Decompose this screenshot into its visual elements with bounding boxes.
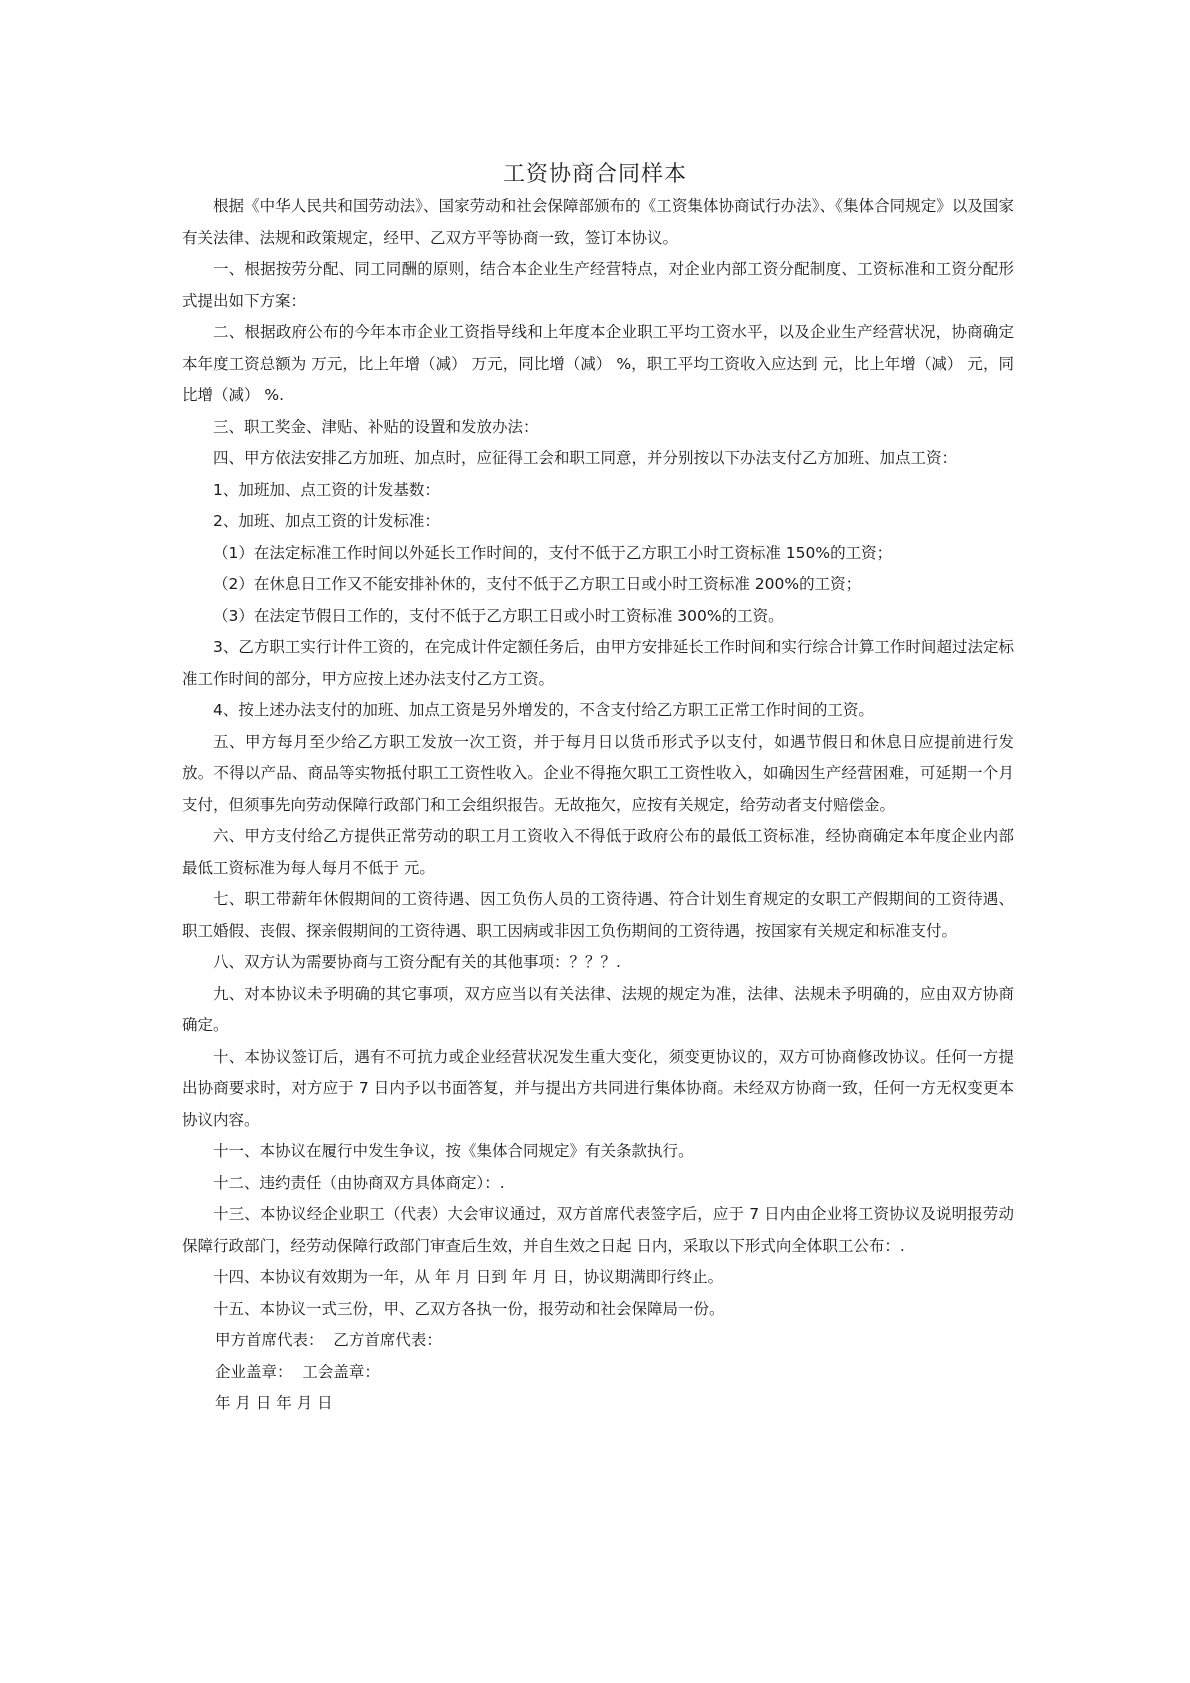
signature-dates: 年 月 日 年 月 日 <box>215 1394 333 1412</box>
paragraph-clause-4-item-2: 2、加班、加点工资的计发标准： <box>213 512 440 530</box>
paragraph-clause-15: 十五、本协议一式三份，甲、乙双方各执一份，报劳动和社会保障局一份。 <box>213 1299 725 1318</box>
paragraph-clause-11: 十一、本协议在履行中发生争议，按《集体合同规定》有关条款执行。 <box>213 1142 694 1160</box>
paragraph-clause-4: 四、甲方依法安排乙方加班、加点时，应征得工会和职工同意，并分别按以下办法支付乙方加班、加点工资： <box>213 449 958 467</box>
signature-representatives: 甲方首席代表： 乙方首席代表： <box>215 1331 442 1349</box>
paragraph-clause-4-item-1: 1、加班加、点工资的计发基数： <box>213 480 440 499</box>
paragraph-clause-6: 六、甲方支付给乙方提供正常劳动的职工月工资收入不得低于政府公布的最低工资标准，经协商确定本年度企业内部最低工资标准为每人每月不低于 元。 <box>182 827 1014 877</box>
paragraph-clause-4-item-4: 4、按上述办法支付的加班、加点工资是另外增发的，不含支付给乙方职工正常工作时间的工资。 <box>213 701 874 719</box>
document-body <box>182 191 1014 1420</box>
paragraph-clause-1: 一、根据按劳分配、同工同酬的原则，结合本企业生产经营特点，对企业内部工资分配制度、工资标准和工资分配形式提出如下方案： <box>182 260 1014 310</box>
paragraph-clause-9: 九、对本协议未予明确的其它事项，双方应当以有关法律、法规的规定为准，法律、法规未予明确的，应由双方协商确定。 <box>182 984 1014 1034</box>
paragraph-preamble: 根据《中华人民共和国劳动法》、国家劳动和社会保障部颁布的《工资集体协商试行办法》、《集体合同规定》以及国家有关法律、法规和政策规定，经甲、乙双方平等协商一致，签订本协议。 <box>182 197 1014 247</box>
paragraph-clause-7: 七、职工带薪年休假期间的工资待遇、因工负伤人员的工资待遇、符合计划生育规定的女职工产假期间的工资待遇、职工婚假、丧假、探亲假期间的工资待遇、职工因病或非因工负伤期间的工资待遇，按国家有关规定和标准支付。 <box>182 890 1014 940</box>
paragraph-clause-5: 五、甲方每月至少给乙方职工发放一次工资，并于每月日以货币形式予以支付，如遇节假日和休息日应提前进行发放。不得以产品、商品等实物抵付职工工资性收入。企业不得拖欠职工工资性收入，如确因生产经营困难，可延期一个月支付，但须事先向劳动保障行政部门和工会组织报告。无故拖欠，应按有关规定，给劳动者支付赔偿金。 <box>182 732 1014 814</box>
paragraph-clause-13: 十三、本协议经企业职工（代表）大会审议通过，双方首席代表签字后，应于 7 日内由企业将工资协议及说明报劳动保障行政部门，经劳动保障行政部门审查后生效，并自生效之日起 日内，采取以下形式向全体职工公布：. <box>182 1205 1014 1255</box>
paragraph-clause-4-sub-3: （3）在法定节假日工作的，支付不低于乙方职工日或小时工资标准 300%的工资。 <box>213 606 784 625</box>
paragraph-clause-10: 十、本协议签订后，遇有不可抗力或企业经营状况发生重大变化，须变更协议的，双方可协商修改协议。任何一方提出协商要求时，对方应于 7 日内予以书面答复，并与提出方共同进行集体协商。未经双方协商一致，任何一方无权变更本协议内容。 <box>182 1047 1014 1129</box>
paragraph-clause-4-sub-1: （1）在法定标准工作时间以外延长工作时间的，支付不低于乙方职工小时工资标准 150%的工资； <box>213 543 893 562</box>
paragraph-clause-14: 十四、本协议有效期为一年，从 年 月 日到 年 月 日，协议期满即行终止。 <box>213 1268 724 1286</box>
paragraph-clause-4-sub-2: （2）在休息日工作又不能安排补休的，支付不低于乙方职工日或小时工资标准 200%的工资； <box>213 575 862 593</box>
paragraph-clause-3: 三、职工奖金、津贴、补贴的设置和发放办法： <box>213 417 539 436</box>
document-title: 工资协商合同样本 <box>502 162 687 187</box>
signature-seals: 企业盖章： 工会盖章： <box>215 1362 380 1381</box>
paragraph-clause-2: 二、根据政府公布的今年本市企业工资指导线和上年度本企业职工平均工资水平，以及企业生产经营状况，协商确定本年度工资总额为 万元，比上年增（减） 万元，同比增（减） %，职工平均工资收入应达到 元，比上年增（减） 元，同比增（减） %. <box>182 323 1014 404</box>
paragraph-clause-4-item-3: 3、乙方职工实行计件工资的，在完成计件定额任务后，由甲方安排延长工作时间和实行综合计算工作时间超过法定标准工作时间的部分，甲方应按上述办法支付乙方工资。 <box>182 638 1014 688</box>
paragraph-clause-8: 八、双方认为需要协商与工资分配有关的其他事项：？？？. <box>213 953 621 971</box>
paragraph-clause-12: 十二、违约责任（由协商双方具体商定）：. <box>213 1173 505 1192</box>
